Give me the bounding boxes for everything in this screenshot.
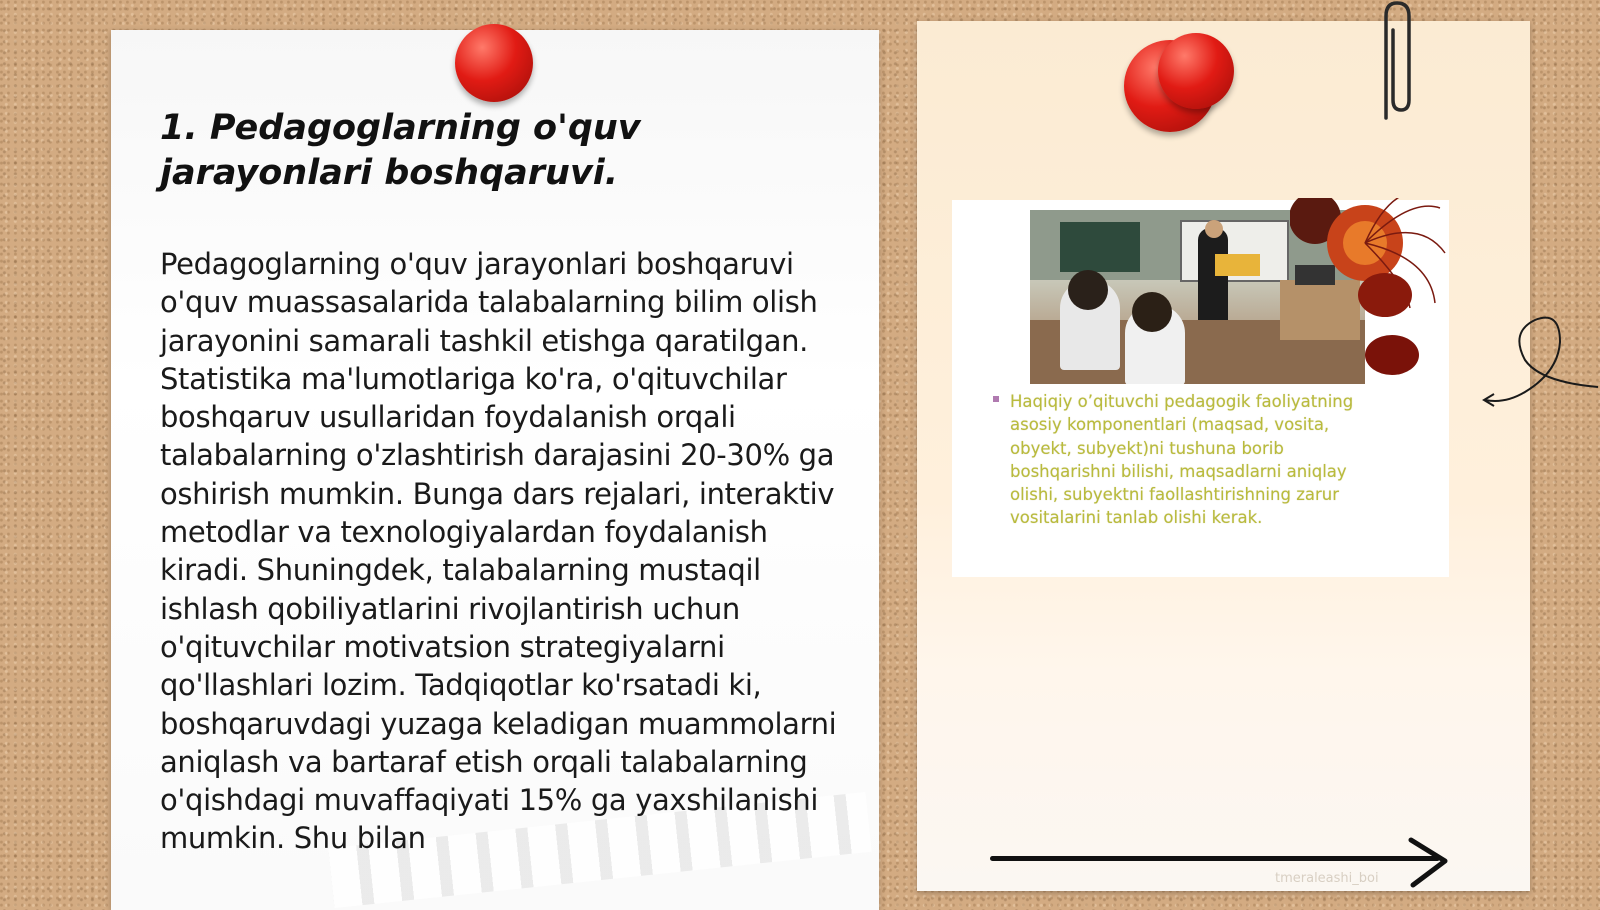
bullet-text: Haqiqiy o’qituvchi pedagogik faoliyatning asosiy komponentlari (maqsad, vosita, obyekt, subyekt)ni tushuna borib boshqarishni bilishi, maqsadlarni aniqlay olishi, subyektni faollashtirishning zarur vositalarini tanlab olishi kerak. bbox=[1010, 392, 1354, 528]
slide-title: 1. Pedagoglarning o'quv jarayonlari boshqaruvi. bbox=[160, 108, 641, 193]
bullet-marker bbox=[993, 396, 999, 402]
slide-body-text: Pedagoglarning o'quv jarayonlari boshqaruvi o'quv muassasalarida talabalarning bilim olish jarayonini samarali tashkil etishga qaratilgan. Statistika ma'lumotlariga ko'ra, o'qituvchilar boshqaruv usullaridan foydalanish orqali talabalarning o'zlashtirish darajasini 20-30% ga oshirish mumkin. Bunga dars rejalari, interaktiv metodlar va texnologiyalardan foydalanish kiradi. Shuningdek, talabalarning mustaqil ishlash qobiliyatlarini rivojlantirish uchun o'qituvchilar motivatsion strategiyalarni qo'llashlari lozim. Tadqiqotlar ko'rsatadi ki, boshqaruvdagi yuzaga keladigan muammolarni aniqlash va bartaraf etish orqali talabalarning o'qishdagi muvaffaqiyati 15% ga yaxshilanishi mumkin. Shu bilan bbox=[160, 247, 837, 856]
arrow-line bbox=[990, 856, 1440, 861]
flower-decoration bbox=[1290, 198, 1450, 383]
credit-text: tmeraleashi_boi bbox=[1275, 871, 1379, 886]
pushpin-icon bbox=[1158, 33, 1234, 109]
curl-arrow-icon bbox=[1480, 312, 1600, 407]
paperclip-icon bbox=[1372, 0, 1420, 125]
pushpin-icon bbox=[455, 24, 533, 102]
arrow-right-icon bbox=[1405, 836, 1453, 888]
